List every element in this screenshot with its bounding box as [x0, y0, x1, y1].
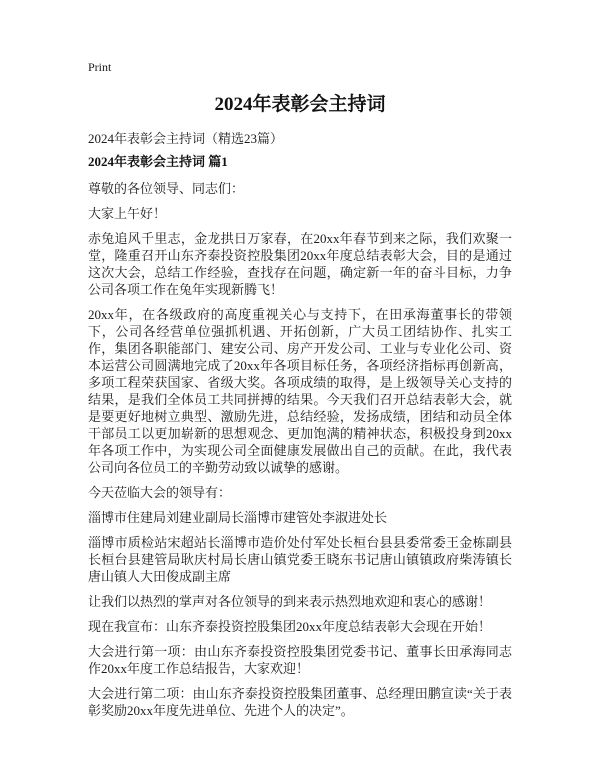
section-heading-part1: 2024年表彰会主持词 篇1	[88, 154, 228, 169]
paragraph-agenda-item-2: 大会进行第二项：由山东齐泰投资控股集团董事、总经理田鹏宣读“关于表彰奖励20xx年度先进单位、先进个人的决定”。	[88, 686, 512, 718]
paragraph-leaders-intro: 今天莅临大会的领导有：	[88, 485, 232, 500]
paragraph-greeting: 大家上午好！	[88, 206, 167, 221]
paragraph-salutation: 尊敬的各位领导、同志们：	[88, 181, 245, 196]
doc-subtitle: 2024年表彰会主持词（精选23篇）	[88, 131, 284, 146]
page-title: 2024年表彰会主持词	[214, 94, 386, 115]
paragraph-leaders-list-1: 淄博市住建局刘建业副局长淄博市建管处李淑进处长	[88, 510, 388, 525]
paragraph-agenda-item-1: 大会进行第一项：由山东齐泰投资控股集团党委书记、董事长田承海同志作20xx年度工作总结报告，大家欢迎！	[88, 644, 512, 676]
paragraph-year-review: 20xx年，在各级政府的高度重视关心与支持下，在田承海董事长的带领下，公司各经营单位强抓机遇、开拓创新，广大员工团结协作、扎实工作，集团各职能部门、建安公司、房产开发公司、工业与专业化公司、资本运营公司圆满地完成了20xx年各项目标任务，各项经济指标再创新高，多项工程荣获国家、省级大奖。各项成绩的取得，是上级领导关心支持的结果，是我们全体员工共同拼搏的结果。今天我们召开总结表彰大会，就是要更好地树立典型、激励先进，总结经验，发扬成绩，团结和动员全体干部员工以更加崭新的思想观念、更加饱满的精神状态，积极投身到20xx年各项工作中，为实现公司全面健康发展做出自己的贡献。在此，我代表公司向各位员工的辛勤劳动致以诚挚的感谢。	[88, 307, 512, 475]
print-link[interactable]: Print	[88, 60, 112, 74]
paragraph-opening: 赤兔追风千里志，金龙拱日万家春，在20xx年春节到来之际，我们欢聚一堂，隆重召开山东齐泰投资控股集团20xx年度总结表彰大会，目的是通过这次大会，总结工作经验，查找存在问题，确定新一年的奋斗目标，力争公司各项工作在兔年实现新腾飞！	[88, 231, 512, 297]
paragraph-announcement: 现在我宣布：山东齐泰投资控股集团20xx年度总结表彰大会现在开始！	[88, 619, 492, 634]
paragraph-leaders-list-2: 淄博市质检站宋超站长淄博市造价处付军处长桓台县县委常委王金栋副县长桓台县建管局耿庆村局长唐山镇党委王晓东书记唐山镇镇政府柴涛镇长唐山镇人大田俊成副主席	[88, 535, 512, 584]
paragraph-applause: 让我们以热烈的掌声对各位领导的到来表示热烈地欢迎和衷心的感谢！	[88, 594, 492, 609]
